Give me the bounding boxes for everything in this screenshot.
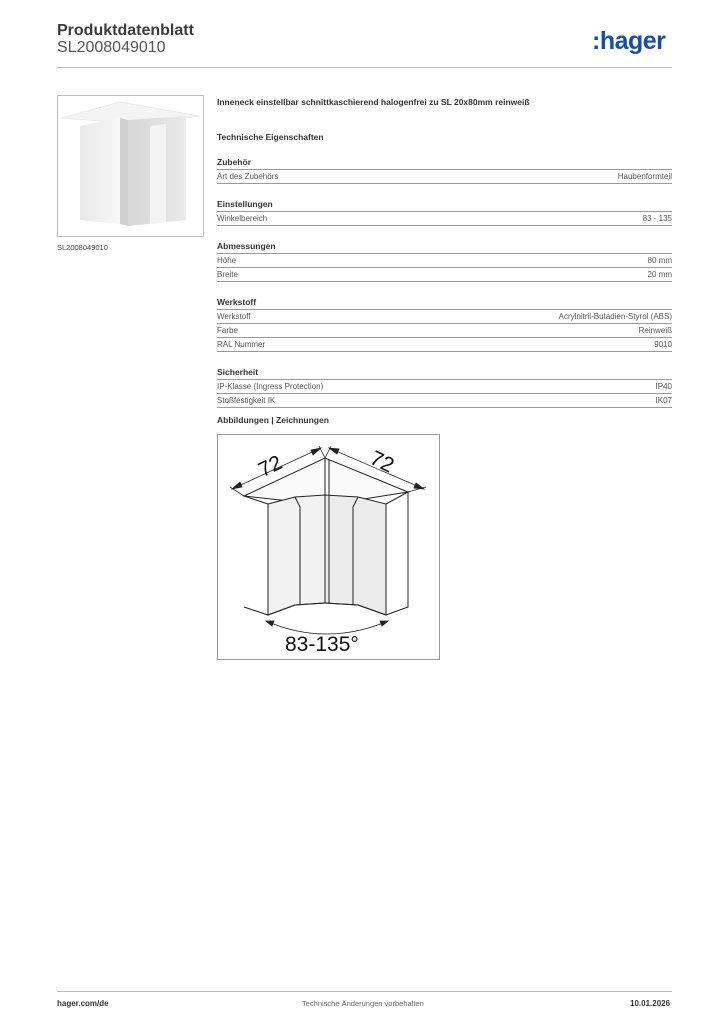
spec-label: Breite <box>217 270 238 279</box>
spec-section <box>217 297 672 352</box>
spec-label: Winkelbereich <box>217 214 268 223</box>
section-title: Zubehör <box>217 157 251 167</box>
section-title: Abmessungen <box>217 241 276 251</box>
spec-section <box>217 157 672 184</box>
spec-row <box>217 169 672 184</box>
spec-row <box>217 253 672 267</box>
section-title: Einstellungen <box>217 199 273 209</box>
footer-website-link[interactable]: hager.com/de <box>57 999 109 1008</box>
spec-section <box>217 241 672 282</box>
dimension-angle-label: 83-135° <box>285 633 359 656</box>
footer-date: 10.01.2026 <box>630 999 671 1008</box>
spec-value: 20 mm <box>647 270 672 279</box>
spec-value: IP40 <box>655 382 672 391</box>
spec-label: RAL Nummer <box>217 340 266 349</box>
dimension-right-label: 72 <box>366 446 398 478</box>
tech-properties-title: Technische Eigenschaften <box>217 132 324 142</box>
spec-row <box>217 267 672 282</box>
dimension-left-label: 72 <box>254 451 286 482</box>
spec-label: Höhe <box>217 256 237 265</box>
product-name: Inneneck einstellbar schnittkaschierend halogenfrei zu SL 20x80mm reinweiß <box>217 97 530 107</box>
spec-content <box>217 97 672 408</box>
spec-label: Werkstoff <box>217 312 251 321</box>
spec-label: IP-Klasse (Ingress Protection) <box>217 382 324 391</box>
spec-row <box>217 211 672 226</box>
figures-title: Abbildungen | Zeichnungen <box>217 415 329 425</box>
section-title: Werkstoff <box>217 297 257 307</box>
product-image-caption: SL2008049010 <box>57 243 108 252</box>
spec-section <box>217 199 672 226</box>
spec-value: 9010 <box>654 340 672 349</box>
page-subtitle: SL2008049010 <box>57 39 166 56</box>
spec-row <box>217 393 672 408</box>
spec-value: Reinweiß <box>638 326 672 335</box>
header-divider <box>57 67 672 68</box>
spec-value: 83 - 135 <box>642 214 672 223</box>
hager-logo: :hager <box>592 27 666 55</box>
spec-row <box>217 337 672 352</box>
spec-value: Haubenformteil <box>617 172 672 181</box>
spec-value: 80 mm <box>647 256 672 265</box>
product-image <box>57 95 204 237</box>
page-title: Produktdatenblatt <box>57 22 194 39</box>
spec-label: Stoßfestigkeit IK <box>217 396 276 405</box>
spec-row <box>217 323 672 337</box>
technical-drawing <box>217 434 440 660</box>
section-title: Sicherheit <box>217 367 259 377</box>
footer-note: Technische Änderungen vorbehalten <box>302 999 424 1008</box>
spec-label: Farbe <box>217 326 238 335</box>
spec-row <box>217 379 672 393</box>
spec-value: Acrylnitril-Butadien-Styrol (ABS) <box>558 312 672 321</box>
footer-divider <box>57 991 672 992</box>
spec-row <box>217 309 672 323</box>
spec-sections <box>217 157 672 408</box>
spec-value: IK07 <box>655 396 672 405</box>
spec-section <box>217 367 672 408</box>
spec-label: Art des Zubehörs <box>217 172 279 181</box>
